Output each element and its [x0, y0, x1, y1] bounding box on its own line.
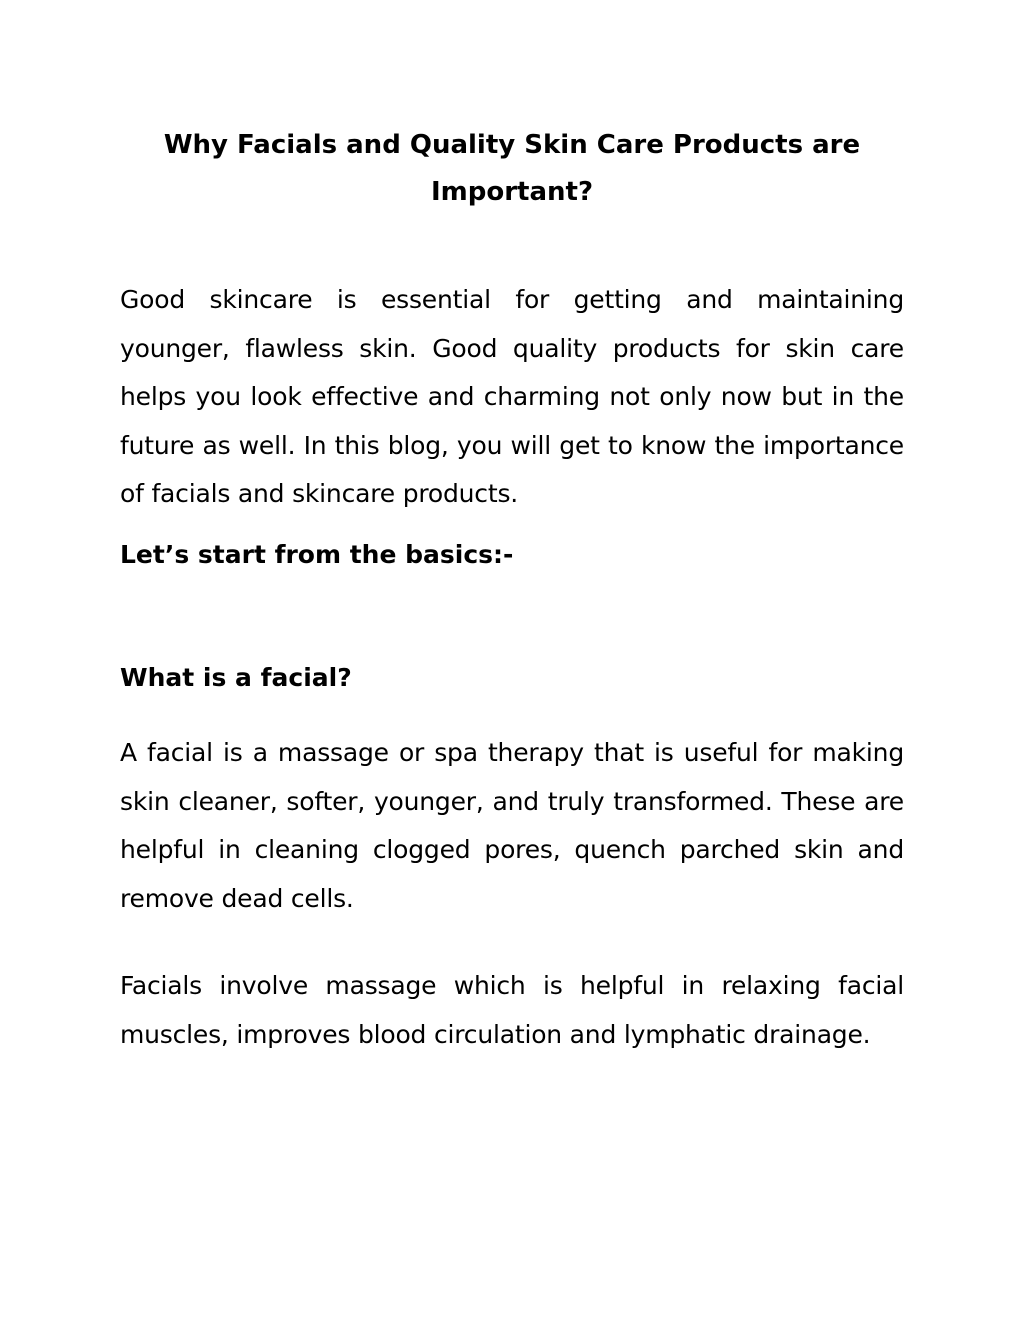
facial-definition-paragraph: A facial is a massage or spa therapy that is useful for making skin cleaner, softer, younger, and truly transformed. These are helpful in cleaning clogged pores, quench parched skin and remove dead cells. — [120, 738, 904, 913]
basics-heading: Let’s start from the basics:- — [120, 540, 514, 569]
facial-heading: What is a facial? — [120, 663, 352, 692]
facial-massage-paragraph: Facials involve massage which is helpful in relaxing facial muscles, improves blood circulation and lymphatic drainage. — [120, 971, 904, 1049]
intro-paragraph: Good skincare is essential for getting and maintaining younger, flawless skin. Good quality products for skin care helps you look effective and charming not only now but in the future as well. In this blog, you will get to know the importance of facials and skincare products. — [120, 285, 904, 508]
page-title: Why Facials and Quality Skin Care Products are Important? — [163, 130, 861, 207]
